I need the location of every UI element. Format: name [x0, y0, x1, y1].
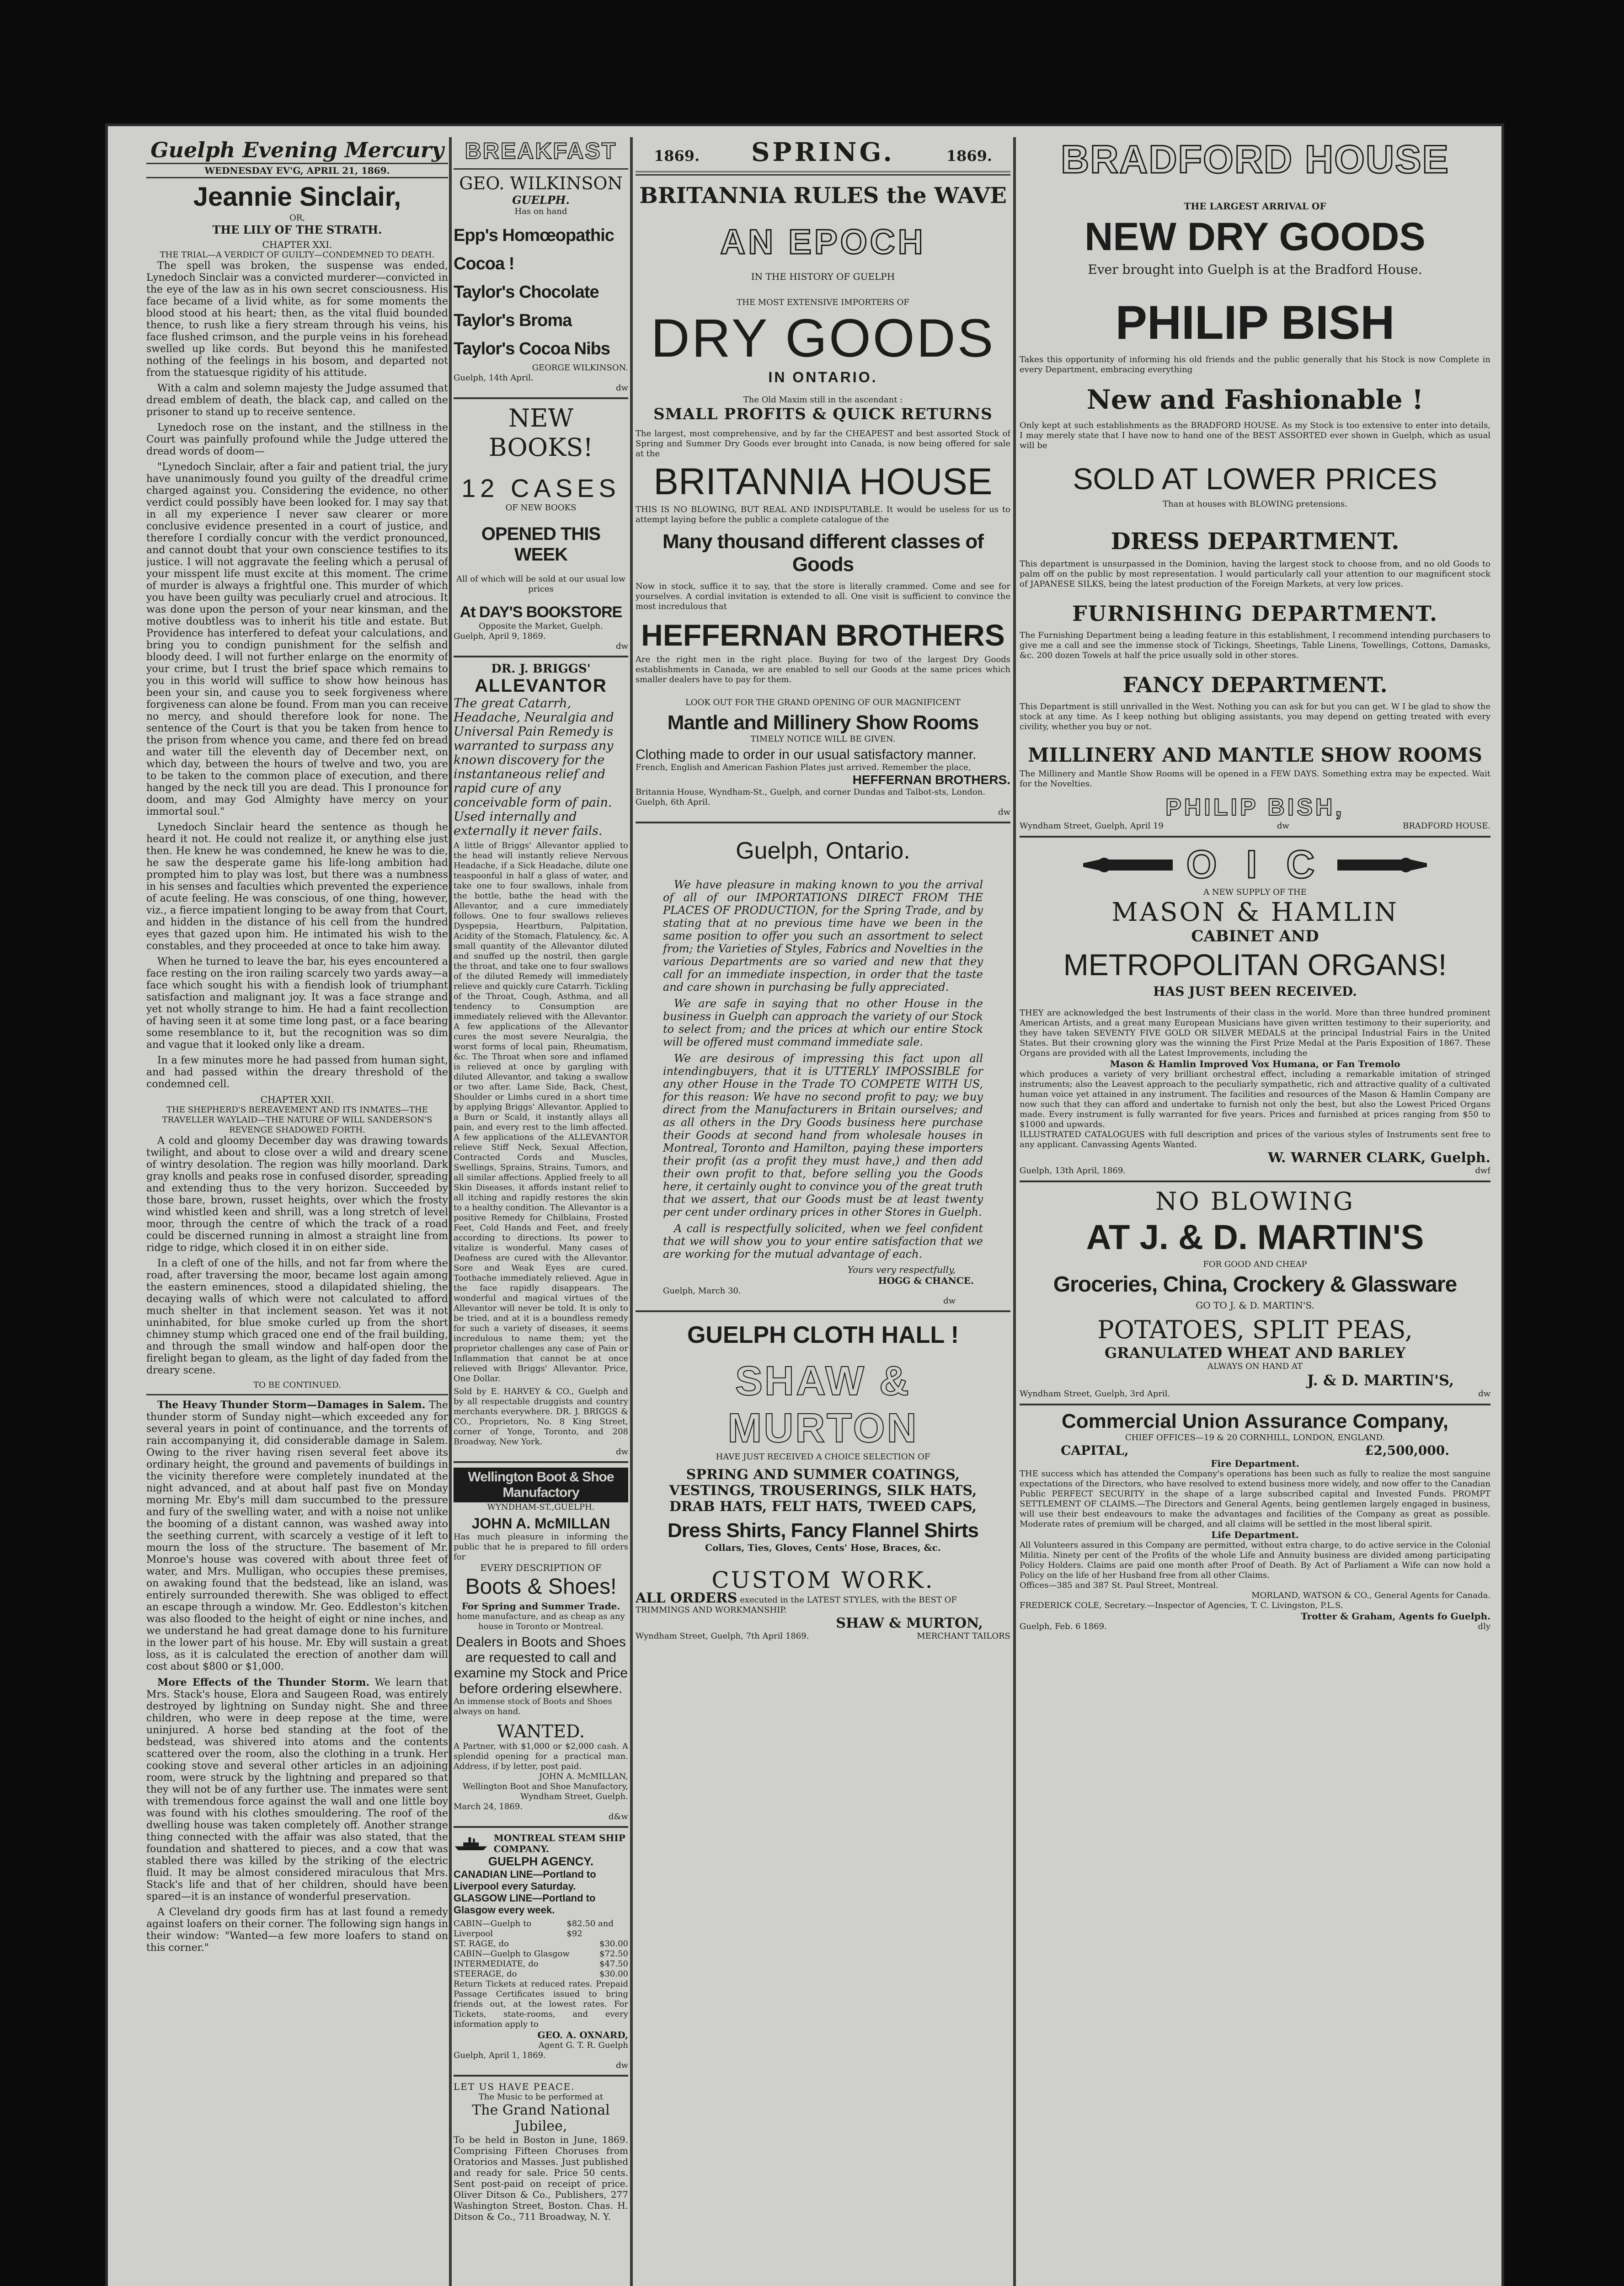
allevantor-title: DR. J. BRIGGS'	[491, 662, 591, 676]
fancy-department: FANCY DEPARTMENT.	[1122, 673, 1388, 697]
ad-text: THE success which has attended the Company's operations has been such as fully to realize the most sanguine expectations of the Directors, who have resolved to extend business more widely, and now offer to the Canadian Public PERFECT SECURITY in the shape of a large subscribed capital and Invested Funds. PROMPT SETTLEMENT OF CLAIMS.—The Directors and General Agents, being gentlemen largely engaged in business, will use their best endeavours to make the advantages and facilities of the Company as great as possible. Moderate rates of premium will be charged, and all claims will be settled in the most liberal spirit.	[1020, 1469, 1490, 1529]
ad-text: MORLAND, WATSON & CO., General Agents for Canada.	[1251, 1591, 1490, 1600]
chapter-summary: THE SHEPHERD'S BEREAVEMENT AND ITS INMATES—THE TRAVELLER WAYLAID—THE NATURE OF WILL SANDERSON'S REVENGE SHADOWED FORTH.	[162, 1105, 433, 1135]
books-opened: OPENED THIS WEEK	[481, 524, 601, 565]
bradford-header: BRADFORD HOUSE	[1061, 138, 1449, 182]
masthead-date: WEDNESDAY EV'G, APRIL 21, 1869.	[146, 163, 448, 178]
ad-text: Offices—385 and 387 St. Paul Street, Montreal.	[1020, 1581, 1218, 1590]
clothing-line: Clothing made to order in our usual satisfactory manner.	[636, 747, 977, 762]
advertiser-name: GEO. WILKINSON	[459, 173, 623, 193]
ad-text: Now in stock, suffice it to say, that the store is literally crammed. Come and see for yourselves. A cordial invitation is extended to all. One visit is sufficient to convince the most incredulous that	[636, 582, 1010, 611]
ad-text: THEY are acknowledged the best Instruments of their class in the world. More than three hundred prominent American Artists, and a great many European Musicians have given written testimony to their superiority, and they have taken SEVENTY FIVE GOLD OR SILVER MEDALS at the principal Industrial Fairs in the United States. But their crowning glory was the winning the First Prize Medal at the Paris Exposition of 1867. These Organs are provided with all the Latest Improvements, including the	[1020, 1008, 1490, 1058]
books-cases: 12 CASES	[461, 474, 620, 502]
fare-row	[454, 1939, 628, 1949]
product-line: Taylor's Broma	[454, 311, 572, 330]
ad-text: A NEW SUPPLY OF THE	[1203, 887, 1307, 897]
ad-text: LOOK OUT FOR THE GRAND OPENING OF OUR MAGNIFICENT	[685, 698, 961, 707]
ad-text: THE MOST EXTENSIVE IMPORTERS OF	[737, 298, 909, 307]
column-bradford	[1020, 137, 1490, 2286]
ad-signature: SHAW & MURTON,	[836, 1615, 983, 1631]
ad-text: ALL ORDERS	[636, 1590, 737, 1606]
pointing-hand-left-icon	[1081, 851, 1173, 879]
fare-label: ST. RAGE, do	[454, 1939, 509, 1949]
ad-text: The Furnishing Department being a leading feature in this establishment, I recommend intending purchasers to give me a call and see the immense stock of Tickings, Sheetings, Table Linens, Towellings, Cottons, Damasks, &c. 200 dozen Towels at half the price usually sold in other stores.	[1020, 630, 1490, 660]
advertiser-place: GUELPH.	[512, 193, 570, 207]
ad-text: A little of Briggs' Allevantor applied to the head will instantly relieve Nervous Headache, if a Sick Headache, dilute one teaspoonful in half a glass of water, and take one to four swallows, inhale from the bottle, bathe the head with the Allevantor, and a cure immediately follows. One to four swallows relieves Dyspepsia, Heartburn, Palpitation, Acidity of the Stomach, Flatulency, &c. A small quantity of the Allevantor diluted and snuffed up the nostril, then gargle the throat, and take one to four swallows of the diluted Remedy will immediately relieve and quickly cure Catarrh. Tickling of the Throat, Cough, Asthma, and all tendency to Consumption are immediately relieved with the Allevantor. A few applications of the Allevantor cures the most severe Neuralgia, the worst forms of local pain, Rheumatism, &c. The Throat when sore and inflamed is relieved at once by gargling with diluted Allevantor, and taking a swallow or two after. Lame Side, Back, Chest, Shoulder or Limbs cured in a short time by applying Briggs' Allevantor. Applied to a Burn or Scald, it instantly allays all pain, and every rest to the limb affected. A few applications of the ALLEVANTOR relieve Stiff Neck, Sexual Affection, Contracted Cords and Muscles, Swellings, Sprains, Strains, Tumors, and all similar affections. Applied freely to all Skin Diseases, it affords instant relief to all itching and rapidly restores the skin to a healthy condition. The Allevantor is a positive Remedy for Chilblains, Frosted Feet, Cold Hands and Feet, and freely according to directions. Its power to vitalize is wonderful. Many cases of Deafness are cured with the Allevantor. Sore and Weak Eyes are cured. Toothache immediately relieved. Ague in the face rapidly disappears. The wonderful and magical virtues of the Allevantor will never be told. It is only to be tried, and at it is a boundless remedy for such a variety of diseases, it seems incredulous to name them; yet the proprietor challenges any case of Pain or Inflammation that cannot be at once relieved with Briggs' Allevantor. Price, One Dollar.	[454, 841, 628, 1383]
ad-text: An immense stock of Boots and Shoes always on hand.	[454, 1697, 612, 1716]
ad-code: dw	[998, 807, 1010, 817]
ad-text: EVERY DESCRIPTION OF	[480, 1562, 602, 1573]
furnishing-department: FURNISHING DEPARTMENT.	[1072, 601, 1438, 626]
ad-text: This Department is still unrivalled in the West. Nothing you can ask for but you can get. W I be glad to show the stock at any time. As I keep nothing but obliging assistants, you may depend on getting treated with every civility, whether you buy or not.	[1020, 702, 1490, 732]
ad-signature: GEORGE WILKINSON.	[532, 363, 628, 373]
ad-paragraph: We are desirous of impressing this fact upon all intendingbuyers, that it is UTTERLY IMPOSSIBLE for any other House in the Trade TO COMPETE WITH US, for this reason: We have no second profit to pay; we buy direct from the Manufacturers in Britain ourselves; and as all others in the Dry Goods business here purchase their Goods at second hand from wholesale houses in Montreal, Toronto and Hamilton, paying these importers their profit (as a profit they must have,) and then add their own profit to that, before selling you the Goods here, it certainly ought to convince you of the great truth that we assert, that our Goods must be at least twenty per cent under ordinary prices in other Stores in Guelph.	[663, 1052, 983, 1218]
ad-text: Collars, Ties, Gloves, Cents' Hose, Braces, &c.	[705, 1542, 941, 1553]
column-rule	[630, 137, 633, 2286]
column-story	[146, 137, 448, 2286]
ad-text: The great Catarrh, Headache, Neuralgia and Universal Pain Remedy is warranted to surpass any known discovery for the instantaneous relief and rapid cure of any conceivable form of pain. Used internally and externally it never fails.	[454, 696, 614, 838]
no-blowing: NO BLOWING	[1155, 1187, 1355, 1216]
dry-goods-headline: DRY GOODS	[651, 308, 995, 369]
many-goods: Many thousand different classes of Goods	[662, 530, 983, 576]
story-paragraph: In a cleft of one of the hills, and not far from where the road, after traversing the moor, became lost again among the eastern eminences, stood a dilapidated shieling, the decaying walls of which were not calculated to afford much shelter in that inclement season. Yet was it not uninhabited, for blue smoke curled up from the short chimney stump which graced one end of the frail building, and through the small window and half-open door the firelight began to gleam, as the light of day faded from the dreary scene.	[146, 1258, 448, 1376]
ad-text: Has on hand	[514, 207, 567, 216]
ad-text: Britannia House, Wyndham-St., Guelph, and corner Dundas and Talbot-sts, London.	[636, 787, 985, 797]
ad-text: French, English and American Fashion Plates just arrived. Remember the place,	[636, 763, 971, 772]
fashionable-headline: New and Fashionable !	[1086, 384, 1424, 415]
ad-signature: Trotter & Graham, Agents fo Guelph.	[1301, 1611, 1490, 1622]
ad-text: CABINET AND	[1191, 927, 1319, 945]
mason-hamlin: MASON & HAMLIN	[1111, 897, 1399, 927]
ad-text: which produces a variety of very brilliant orchestral effect, including a remarkable imitation of stringed instruments; also the Leavest approach to the peculiarly sympathetic, rich and attractive quality of a cultivated human voice yet attained in any instrument. The facilities and resources of the Mason & Hamlin Company are now such that they can afford and undertake to furnish not only the best, but also the Lowest Priced Organs made. Every instrument is fully warranted for five years. Prices and furnished at prices ranging from $50 to $1000 and upwards.	[1020, 1069, 1490, 1129]
product-line: Epp's Homœopathic Cocoa !	[454, 226, 614, 273]
year-left: 1869.	[654, 147, 700, 165]
story-paragraph: The spell was broken, the suspense was ended, Lynedoch Sinclair was a convicted murderer—convicted in the eye of the law as in his own secret consciousness. His face became of a livid white, as for some moments the blood stood at his heart; then, as the vital fluid bounded thence, to rush like a fiery stream through his veins, his face flushed crimson, and the purple veins in his forehead swelled up like cords. But beyond this he manifested nothing of the feelings in his bosom, and departed not from the statuesque rigidity of his attitude.	[146, 260, 448, 379]
fare-row	[454, 1919, 628, 1939]
ad-text: Wyndham Street, Guelph, April 19	[1020, 821, 1164, 831]
capital-value: £2,500,000.	[1364, 1443, 1449, 1458]
year-right: 1869.	[946, 147, 992, 165]
ad-text: OF NEW BOOKS	[505, 503, 577, 513]
column-ads-narrow	[454, 137, 628, 2286]
story-paragraph: Lynedoch rose on the instant, and the stillness in the Court was painfully profound while the Judge uttered the dread words of doom—	[146, 422, 448, 457]
ad-text: Wyndham Street, Guelph, 3rd April.	[1020, 1389, 1170, 1399]
lower-prices-headline: SOLD AT LOWER PRICES	[1073, 462, 1437, 496]
stock-line: VESTINGS, TROUSERINGS, SILK HATS,	[669, 1483, 977, 1499]
potatoes-headline: POTATOES, SPLIT PEAS,	[1097, 1315, 1413, 1344]
ad-code: dwf	[1475, 1166, 1490, 1175]
britannia-rules: BRITANNIA RULES the WAVE	[639, 183, 1007, 208]
ad-text: All of which will be sold at our usual low prices	[456, 574, 626, 594]
fare-row	[454, 1969, 628, 1979]
ad-text: To be held in Boston in June, 1869. Comprising Fifteen Choruses from Oratorios and Masses. Just published and ready for sale. Price 50 cents. Sent post-paid on receipt of price. Oliver Ditson & Co., Publishers, 277 Washington Street, Boston. Chas. H. Ditson & Co., 711 Broadway, N. Y.	[454, 2134, 628, 2222]
shirts-headline: Dress Shirts, Fancy Flannel Shirts	[667, 1519, 978, 1542]
ad-paragraph: A call is respectfully solicited, when we feel confident that we will show you to your entire satisfaction that we are working for the mutual advantage of each.	[663, 1222, 983, 1261]
steamship-header: MONTREAL STEAM SHIP COMPANY.	[493, 1832, 625, 1854]
stock-line: DRAB HATS, FELT HATS, TWEED CAPS,	[669, 1499, 977, 1515]
ad-text: Wyndham Street, Guelph, 7th April 1869.	[636, 1631, 809, 1641]
custom-work-header: CUSTOM WORK.	[711, 1567, 935, 1593]
fare-label: CABIN—Guelph to Liverpool	[454, 1919, 532, 1939]
advertiser-name: JOHN A. McMILLAN	[471, 1515, 610, 1532]
story-or: OR,	[289, 213, 305, 223]
ad-text: WYNDHAM-ST.,GUELPH.	[487, 1502, 595, 1512]
britannia-house: BRITANNIA HOUSE	[653, 461, 993, 502]
ad-text: Ever brought into Guelph is at the Bradford House.	[1088, 262, 1422, 277]
books-header: NEW BOOKS!	[488, 404, 593, 462]
divider	[636, 171, 1010, 176]
ad-text: The Old Maxim still in the ascendant :	[743, 395, 903, 405]
profits-slogan: SMALL PROFITS & QUICK RETURNS	[653, 405, 993, 423]
ad-text: This department is unsurpassed in the Dominion, having the largest stock to choose from, and no old Goods to palm off on the public by most representation. I would particularly call your attention to our magnificent stock of JAPANESE SILKS, being the latest production of the Foreign Markets, at very low prices.	[1020, 559, 1490, 589]
news-item: We learn that Mrs. Stack's house, Elora and Saugeen Road, was entirely destroyed by lightning on Sunday night. She and three children, who were in deep repose at the time, were uninjured. A horse bed standing at the foot of the bedstead, was shivered into atoms and the contents scattered over the room, also the clothing in a trunk. Her cooking stove and several other articles in an adjoining room, were struck by the lightning and prepared so that they will not be of any further use. The inmates were sent with tremendous force against the wall and one little boy was found with his clothes smouldering. The roof of the dwelling house was taken completely off. Another strange thing connected with the affair was also stated, that the foundation and shattered to pieces, and a cow that was stabled there was killed by the striking of the electric fluid. It may be almost considered miraculous that Mrs. Stack's life and that of her children, should have been spared—it is an instance of wonderful preservation.	[146, 1677, 448, 1902]
wellington-header: Wellington Boot & Shoe Manufactory	[454, 1468, 628, 1502]
chapter-heading: CHAPTER XXI.	[262, 239, 332, 250]
ad-date: Guelph, 14th April.	[454, 373, 534, 383]
commercial-union-header: Commercial Union Assurance Company,	[1062, 1410, 1448, 1432]
stock-line: SPRING AND SUMMER COATINGS,	[686, 1467, 960, 1483]
ad-text: GUELPH AGENCY.	[488, 1854, 594, 1868]
mantle-headline: Mantle and Millinery Show Rooms	[667, 711, 979, 734]
ad-text: The Music to be performed at	[478, 2092, 604, 2102]
dress-department: DRESS DEPARTMENT.	[1111, 528, 1400, 555]
fare-label: CABIN—Guelph to Glasgow	[454, 1949, 570, 1959]
story-paragraph: In a few minutes more he had passed from human sight, and had passed within the dreary threshold of the condemned cell.	[146, 1055, 448, 1090]
vox-humana: Mason & Hamlin Improved Vox Humana, or Fan Tremolo	[1110, 1058, 1400, 1069]
ad-signature: HOGG & CHANCE.	[878, 1275, 974, 1286]
item-lead: More Effects of the Thunder Storm.	[157, 1677, 370, 1688]
ad-date: Guelph, April 9, 1869.	[454, 631, 546, 641]
fare-table	[454, 1919, 628, 1979]
ad-text: Sold by E. HARVEY & CO., Guelph and by all respectable druggists and country merchants everywhere. DR. J. BRIGGS & CO., Proprietors, No. 8 King Street, corner of Yonge, Toronto, and 208 Broadway, New York.	[454, 1387, 628, 1447]
ad-signature: HEFFERNAN BROTHERS.	[852, 773, 1010, 787]
ad-text: executed in the LATEST STYLES, with the BEST OF TRIMMINGS AND WORKMANSHIP.	[636, 1595, 957, 1615]
newspaper-page	[105, 123, 1504, 2286]
ad-signature: Wellington Boot and Shoe Manufactory,	[462, 1782, 628, 1791]
cloth-hall-header: GUELPH CLOTH HALL !	[687, 1322, 959, 1348]
ad-signature: PHILIP BISH,	[1165, 794, 1345, 821]
item-lead: The Heavy Thunder Storm—Damages in Salem.	[157, 1399, 426, 1411]
product-line: Taylor's Chocolate	[454, 283, 599, 302]
story-paragraph: Lynedoch Sinclair heard the sentence as though he heard it not. He could not realize it, or anything else just then. He knew he was condemned, he knew he was to die, he saw the desperate game his life-long ambition had prompted him to play was lost, but there was a numbness in his senses and faculties which prevented the experience of acute feeling. He was conscious, of one thing, however, viz., a fierce impatient longing to be away from that Court, and hidden in the distance of his cell from the hundred eyes that gazed upon him. He intimated his wish to the constables, and they proceeded at once to take him away.	[146, 822, 448, 952]
story-paragraph: A cold and gloomy December day was drawing towards twilight, and about to close over a wild and dreary scene of wintry desolation. The region was hilly moorland. Dark gray knolls and peaks rose in confused disorder, spreading and extending thus to the very horizon. Succeeded by those bare, brown, russet heights, over which the frosty wind whistled keen and shrill, was a long stretch of level moor, through the centre of which the track of a road could be discerned running in almost a straight line from ridge to ridge, which closed it in on either side.	[146, 1135, 448, 1254]
groceries-headline: Groceries, China, Crockery & Glassware	[1053, 1272, 1457, 1297]
ad-paragraph: We are safe in saying that no other House in the business in Guelph can approach the variety of our Stock to select from; and the prices at which our entire Stock will be offered must command immediate sale.	[663, 997, 983, 1048]
ad-text: Than at houses with BLOWING pretensions.	[1163, 499, 1347, 509]
ad-text: FOR GOOD AND CHEAP	[1203, 1260, 1307, 1269]
ad-text: IN THE HISTORY OF GUELPH	[751, 271, 895, 282]
ad-code: d&w	[609, 1812, 628, 1821]
ad-code: dw	[1277, 821, 1289, 831]
ad-code: dw	[616, 2061, 628, 2070]
ad-date: Guelph, April 1, 1869.	[454, 2051, 546, 2060]
ad-code: dw	[1478, 1389, 1490, 1399]
ad-text: FREDERICK COLE, Secretary.—Inspector of Agencies, T. C. Livingston, P.L.S.	[1020, 1601, 1343, 1610]
news-item: A Cleveland dry goods firm has at last found a remedy against loafers on their corner. The following sign hangs in their window: "Wanted—a few more loafers to stand on this corner."	[146, 1907, 448, 1954]
wanted-header: WANTED.	[497, 1721, 585, 1741]
fire-department: Fire Department.	[1211, 1458, 1299, 1469]
martin-headline: AT J. & D. MARTIN'S	[1086, 1218, 1424, 1257]
pointing-hand-right-icon	[1337, 851, 1429, 879]
new-dry-goods-headline: NEW DRY GOODS	[1084, 215, 1426, 259]
column-britannia	[636, 137, 1010, 2286]
story-paragraph: "Lynedoch Sinclair, after a fair and patient trial, the jury have unanimously found you guilty of the dreadful crime charged against you. Considering the evidence, no other verdict could possibly have been looked for. I may say that in all my experience I never saw clearer or more conclusive evidence presented in a court of justice, and therefore I cordially concur with the verdict pronounced, and cannot doubt that your own conscience testifies to its justice. I will not aggravate the feeling which a perusal of your misspent life must excite at this moment. The crime of murder is always a frightful one. This murder of which you have been guilty was peculiarly cruel and atrocious. It was done upon the person of your near kinsman, and the motive doubtless was to inherit his title and estate. But Providence has interfered to defeat your calculations, and bring you to condign punishment for the selfish and bloody deed. I will not further enlarge on the enormity of your crime, but I trust the brief space which remains to you in this world will suffice to show how heinous has been your sin, and cause you to seek forgiveness where forgiveness can alone be found. From man you can receive no mercy, and should therefore look for none. The sentence of the Court is that you be taken from hence to the prison from whence you came, and there fed on bread and water till the eleventh day of December next, on which day, between the hours of twelve and two, you are to be taken to the common place of execution, and there hanged by the neck till you are dead. This I pronounce for doom, and may God Almighty have mercy on your immortal soul."	[146, 461, 448, 817]
ad-paragraph: We have pleasure in making known to you the arrival of all of our IMPORTATIONS DIRECT FROM THE PLACES OF PRODUCTION, for the Spring Trade, and by stating that at no previous time have we been in the same position to offer you such an assortment to select from; the Varieties of Styles, Fabrics and Novelties in the various Departments are so varied and new that they call for an immediate inspection, in order that the taste and care shown in purchasing be fully appreciated.	[663, 878, 983, 993]
story-paragraph: With a calm and solemn majesty the Judge assumed that dread emblem of death, the black cap, and called on the prisoner to stand up to receive sentence.	[146, 383, 448, 418]
ad-text: ALWAYS ON HAND AT	[1207, 1362, 1303, 1371]
ad-text: GRANULATED WHEAT AND BARLEY	[1104, 1344, 1406, 1362]
ad-date: Guelph, 13th April, 1869.	[1020, 1166, 1126, 1175]
ad-text: ILLUSTRATED CATALOGUES with full description and prices of the various styles of Instruments sent free to any applicant. Canvassing Agents Wanted.	[1020, 1130, 1490, 1149]
ad-code: dw	[616, 1447, 628, 1457]
ad-text: The Millinery and Mantle Show Rooms will be opened in a FEW DAYS. Something extra may be expected. Wait for the Novelties.	[1020, 769, 1490, 789]
column-rule	[449, 137, 452, 2286]
ad-text: Only kept at such establishments as the BRADFORD HOUSE. As my Stock is too extensive to enter into details, I may merely state that I have now to hand one of the BEST ASSORTED ever shown in Guelph, which as usual will be	[1020, 421, 1490, 450]
ad-text: THIS IS NO BLOWING, BUT REAL AND INDISPUTABLE. It would be useless for us to attempt laying before the public a complete catalogue of the	[636, 505, 1010, 524]
ad-text: For Spring and Summer Trade.	[461, 1601, 620, 1612]
ad-text: CHIEF OFFICES—19 & 20 CORNHILL, LONDON, ENGLAND.	[1125, 1433, 1385, 1442]
fare-value: $30.00	[599, 1939, 628, 1949]
ad-text: BRADFORD HOUSE.	[1403, 821, 1490, 831]
allevantor-name: ALLEVANTOR	[475, 676, 607, 696]
story-paragraph: When he turned to leave the bar, his eyes encountered a face resting on the iron railing scarcely two yards away—a face which sought his with a fiendish look of triumphant satisfaction and malignant joy. It was a face strange and yet not wholly strange to him. He had a faint recollection of having seen it at some time long past, or a face bearing some resemblance to it, but the recognition was so dim and vague that it looked only like a dream.	[146, 956, 448, 1051]
hogg-header: Guelph, Ontario.	[736, 838, 910, 864]
ad-text: MERCHANT TAILORS	[917, 1631, 1010, 1641]
chapter-summary: THE TRIAL—A VERDICT OF GUILTY—CONDEMNED TO DEATH.	[160, 250, 435, 260]
product-line: Taylor's Cocoa Nibs	[454, 339, 610, 358]
ad-text: THE LARGEST ARRIVAL OF	[1184, 201, 1326, 212]
philip-bish-headline: PHILIP BISH	[1115, 296, 1395, 349]
fare-row	[454, 1949, 628, 1959]
fare-value: $30.00	[599, 1969, 628, 1979]
ad-code: dw	[616, 641, 628, 651]
ad-text: GO TO J. & D. MARTIN'S.	[1196, 1300, 1314, 1311]
ad-date: March 24, 1869.	[454, 1802, 523, 1811]
shaw-murton-headline: SHAW & MURTON	[727, 1358, 919, 1451]
life-department: Life Department.	[1211, 1529, 1299, 1540]
ad-code: dw	[616, 383, 628, 393]
capital-label: CAPITAL,	[1061, 1443, 1129, 1458]
breakfast-header: BREAKFAST	[465, 138, 617, 164]
fare-label: INTERMEDIATE, do	[454, 1959, 539, 1969]
ad-text: Yours very respectfully,	[847, 1264, 956, 1275]
fare-value: $72.50	[599, 1949, 628, 1959]
ad-text: TIMELY NOTICE WILL BE GIVEN.	[750, 734, 896, 744]
peace-header: LET US HAVE PEACE.	[454, 2081, 575, 2092]
organs-headline: METROPOLITAN ORGANS!	[1063, 948, 1447, 982]
heffernan-headline: HEFFERNAN BROTHERS	[641, 618, 1005, 652]
boots-headline: Boots & Shoes!	[465, 1575, 617, 1599]
ad-text: Opposite the Market, Guelph.	[479, 621, 603, 631]
ad-text: IN ONTARIO.	[768, 369, 878, 385]
ad-signature: J. & D. MARTIN'S,	[1307, 1372, 1454, 1389]
ad-text: Has much pleasure in informing the public that he is prepared to fill orders for	[454, 1532, 628, 1562]
ad-text: A Partner, with $1,000 or $2,000 cash. A splendid opening for a practical man. Address, if by letter, post paid.	[454, 1741, 628, 1771]
bookstore-name: At DAY'S BOOKSTORE	[459, 604, 622, 621]
fare-row	[454, 1959, 628, 1969]
column-rule	[1013, 137, 1016, 2286]
millinery-header: MILLINERY AND MANTLE SHOW ROOMS	[1028, 744, 1482, 766]
masthead-title: Guelph Evening Mercury	[150, 138, 444, 162]
ad-text: HAS JUST BEEN RECEIVED.	[1153, 984, 1357, 999]
epoch-headline: AN EPOCH	[720, 223, 926, 262]
ad-text: The largest, most comprehensive, and by far the CHEAPEST and best assorted Stock of Spring and Summer Dry Goods ever brought into Canada, is now being offered for sale at the	[636, 429, 1010, 459]
ad-signature: Wyndham Street, Guelph.	[520, 1792, 628, 1801]
ad-signature: GEO. A. OXNARD,	[537, 2030, 628, 2040]
divider	[454, 168, 628, 170]
story-title: Jeannie Sinclair,	[193, 182, 401, 212]
ad-text: HAVE JUST RECEIVED A CHOICE SELECTION OF	[716, 1452, 930, 1462]
to-be-continued: TO BE CONTINUED.	[253, 1380, 341, 1390]
ad-text: home manufacture, and as cheap as any house in Toronto or Montreal.	[457, 1612, 625, 1631]
ad-date: Guelph, 6th April.	[636, 797, 710, 807]
ad-date: Guelph, Feb. 6 1869.	[1020, 1622, 1107, 1631]
ad-code: dw	[943, 1296, 956, 1306]
fare-value: $47.50	[599, 1959, 628, 1969]
ad-text: Takes this opportunity of informing his old friends and the public generally that his Stock is now Complete in every Department, embracing everything	[1020, 355, 1490, 374]
chapter-heading: CHAPTER XXII.	[260, 1094, 334, 1105]
ad-text: GLASGOW LINE—Portland to Glasgow every week.	[454, 1892, 596, 1916]
fare-label: STEERAGE, do	[454, 1969, 517, 1979]
steamship-icon	[454, 1833, 489, 1854]
ad-text: Are the right men in the right place. Buying for two of the largest Dry Goods establishments in Canada, we are enabled to sell our Goods at the same prices which smaller dealers have to pay for them.	[636, 655, 1010, 684]
story-subtitle: THE LILY OF THE STRATH.	[212, 223, 382, 236]
season-title: SPRING.	[751, 137, 895, 167]
ad-text: All Volunteers assured in this Company are permitted, without extra charge, to do active service in the Colonial Militia. Ninety per cent of the Profits of the whole Life and Annuity business are divided among participating Policy Holders. Claims are paid one month after Proof of Death. By Act of Parliament a Wife can now hold a Policy on the life of her Husband free from all other Claims.	[1020, 1540, 1490, 1580]
ad-signature: W. WARNER CLARK, Guelph.	[1268, 1150, 1490, 1166]
ad-signature: JOHN A. McMILLAN,	[539, 1772, 628, 1781]
oic-headline: O I C	[1186, 843, 1324, 887]
fare-value: $82.50 and $92	[566, 1919, 614, 1939]
ad-code: dly	[1478, 1622, 1490, 1631]
dealers-notice: Dealers in Boots and Shoes are requested to call and examine my Stock and Price before ordering elsewhere.	[454, 1634, 628, 1696]
ad-text: CANADIAN LINE—Portland to Liverpool every Saturday.	[454, 1869, 596, 1892]
jubilee-title: The Grand National Jubilee,	[472, 2102, 610, 2134]
news-item: The thunder storm of Sunday night—which exceeded any for several years in point of continuance, and the torrents of rain accompanying it, did considerable damage in Salem. Owing to the river having risen several feet above its ordinary height, the ground and pavements of buildings in the vicinity therefore were completely inundated at the night advanced, and at about half past five on Monday morning Mr. Eby's mill dam succumbed to the pressure and fury of the swelling water, and with a noise not unlike the booming of a distant cannon, was washed away into the seething current, with scarcely a vestige of it left to mourn the loss of the structure. The basement of Mr. Monroe's house was covered with about three feet of water, and Mrs. Mulligan, who occupies these premises, on awaking found that the bedstead, like an island, was entirely surrounded therewith. She was obliged to effect an escape through a window. Mr. Geo. Eddleston's kitchen was also flooded to the height of eight or nine inches, and we understand he had great damage done to his furniture in the lower part of his house. Mr. Eby will sustain a great loss, as it is calculated the erection of another dam will cost about $800 or $1,000.	[146, 1399, 448, 1672]
ad-text: Return Tickets at reduced rates. Prepaid Passage Certificates issued to bring friends out, at the lowest rates. For Tickets, state-rooms, and every information apply to	[454, 1979, 628, 2029]
ad-text: Agent G. T. R. Guelph	[538, 2040, 628, 2050]
ad-date: Guelph, March 30.	[663, 1286, 741, 1296]
divider	[146, 1394, 448, 1395]
